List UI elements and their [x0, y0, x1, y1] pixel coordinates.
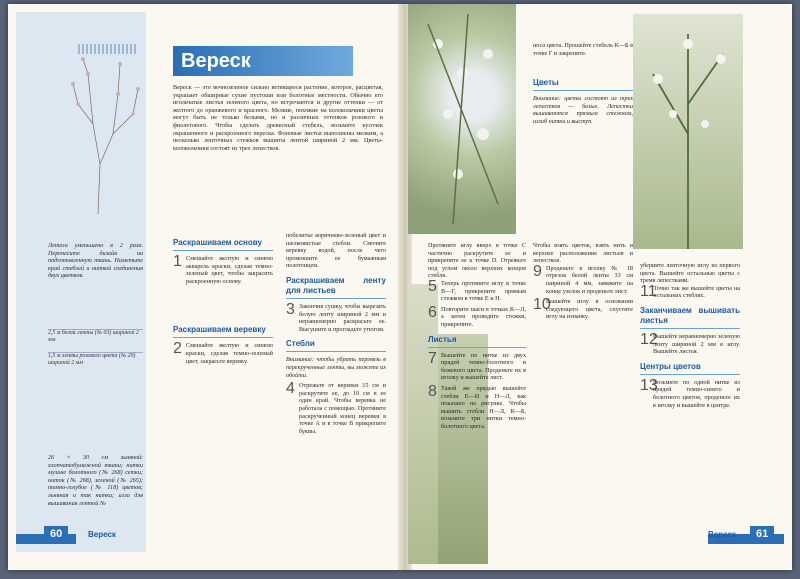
col3-text: побелитье коричнево-зеленый цвет и шелковистые стебли. Смочите веревку водой, после чего промокните ее бумажным полотенцем.: [286, 232, 386, 270]
right-page-label: Вереск: [708, 530, 736, 539]
section-title-flowers: Цветы: [533, 78, 633, 91]
right-page-number: 61: [750, 526, 774, 542]
right-col-2: [533, 242, 633, 552]
step-10: 10 Вышейте иглу в основании следующего цвета, спустите иглу на изнанку.: [533, 296, 633, 321]
left-caption: Летела уменьшено в 2 раза. Перенесите дизайн на подготовленную ткань. Наметьте край стеблей и ниткой соединения двух цветков.: [48, 242, 143, 280]
section-title-flower-centers: Центры цветов: [640, 362, 740, 375]
section-title-stems: Стебли: [286, 339, 386, 352]
step-6: 6 Повторите шаги в точках К—Л, а затем проведите стежки, прикрепите.: [428, 303, 526, 328]
step-1: 1 Смешайте желтую и синюю акварель краски, сделав темно-зеленый цвет, чтобы закрасить раскроенную основу.: [173, 253, 273, 285]
step-13: 13 Возьмите по одной нитке из прядей темно-синего и болотного цветов, проденьте их в иголку и вышейте в центре.: [640, 376, 740, 409]
left-col-2: [173, 232, 273, 552]
attention-note: Внимание: чтобы убрать перевязь в перекрученные ленты, вы можете их обойти.: [286, 356, 386, 379]
step-4: 4 Отрежьте от веревки 15 см и раскрутите ее, до 10 см в ее один край. Чтобы веревка не работала с помощью. Протяните раскрученный конец веревки в точке А и в точке В прикрепите буквы.: [286, 380, 386, 435]
embroidery-photo-top: [408, 4, 516, 234]
left-col-3: [286, 232, 386, 552]
step-8: 8 Такой же прядью вышейте стебли Е—И и Н—Л, как показано на рисунке. Чтобы вышить стебли Н—Л, К—Б, возьмите три нитки темно-болотного цвета.: [428, 382, 526, 430]
book-spread: [8, 4, 792, 570]
right-col-1: [428, 242, 526, 552]
left-page-label: Вереск: [88, 530, 116, 539]
thread-white: 2,5 м белой ленты (№ 03) шириной 2 мм: [48, 329, 143, 344]
right-col1-text: Протяните иглу вверх в точке С частично раскрутите ее и прикрепите ее к точке D. Отрежьте под углом около верхних концов стебля.: [428, 242, 526, 280]
step-9: 9 Проденьте в иголку № 18 отрезок белой ленты 33 см шириной 4 мм, завяжите на конце узелок и проденьте лист.: [533, 262, 633, 295]
flowers-note: Внимание: цветы состоят из трех лепестков — белые. Лепестки вышиваются прямым стежком, изгиб нитки и выступ.: [533, 95, 633, 125]
section-title-finish-leaves: Заканчиваем вышивать листья: [640, 306, 740, 329]
step-3: 3 Закончив сушку, чтобы вырезать белую ленту шириной 2 мм и неравномерно раскрасьте ее. Высушите и прогладьте утюгом.: [286, 300, 386, 333]
right-col-3: [640, 262, 740, 552]
section-title-base: Раскрашиваем основу: [173, 238, 273, 251]
heather-line-drawing: [48, 44, 148, 219]
right-col3-text: убериите ленточную иглу из первого цвета. Вышейте остальные цветы с тремя лепестками.: [640, 262, 740, 285]
step-5: 5 Теперь протяните иглу в точке В—Г, прикрепите прямым стежком в точке Е и Н.: [428, 277, 526, 303]
section-title-leaves: Листья: [428, 335, 526, 348]
left-page-number: 60: [44, 526, 68, 542]
right-top-text: носа цвета. Прошейте стебель К—Б в точке Г и закрепите.: [533, 42, 633, 57]
step-2: 2 Смешайте желтую и синюю краски, сделав темно-зеленый цвет, закрасьте веревку.: [173, 340, 273, 365]
page-title: Вереск: [173, 46, 353, 76]
right-col2-text: Чтобы взять цветок, взять нить и верхнее расположение листьев и лепестков.: [533, 242, 633, 265]
section-title-rope: Раскрашиваем веревку: [173, 325, 273, 338]
step-7: 7 Вышейте по нитке из двух прядей темно-болотного и бежевого цвета. Проденьте их в иголку и вышейте лист.: [428, 349, 526, 382]
thread-pink: 1,5 м ленты розового цвета (№ 20) шириной 2 мм: [48, 352, 143, 367]
step-11: 11 Точно так же вышейте цветы на остальных стеблях.: [640, 282, 740, 300]
embroidery-photo-right: [633, 14, 743, 249]
materials-list: 26 × 30 см льняной/хлопчатобумажной ткани; нитки мулине болотного (№ 268) сетки; ниток (№ 268), зеленой (№ 265); темно-голубое (№ 118) цветов; льняная и так нитки; игла для вышивания лентой №: [48, 454, 143, 507]
step-12: 12 Вышейте неравномерно зеленую ленту шириной 2 мм в иглу. Вышейте листья.: [640, 330, 740, 356]
intro-text: Вереск — это вечнозеленое сильно ветвящееся растение, которое, расцветая, украшает обширные сухие пустоши или болотные местности. Обычно его игольчатые листья зеленого цвета, но встречаются и другие оттенки — от желтого до оранжевого и красного. Мелкие, похожие на колокольчики цветы могут быть не только белыми, но и различных оттенков розового и фиолетового. Чтобы сделать древесный стебель, возьмите кусочек окрашенного и раскроенного вереска. Фоновые листья выполнены мелким, а несколько ленточных стежков вышиты лентой шириной 2 мм. Цветы-колокольчики состоят из трех лепестков.: [173, 84, 383, 152]
right-col-flowers: [533, 72, 633, 182]
section-title-ribbon: Раскрашиваем ленту для листьев: [286, 276, 386, 299]
